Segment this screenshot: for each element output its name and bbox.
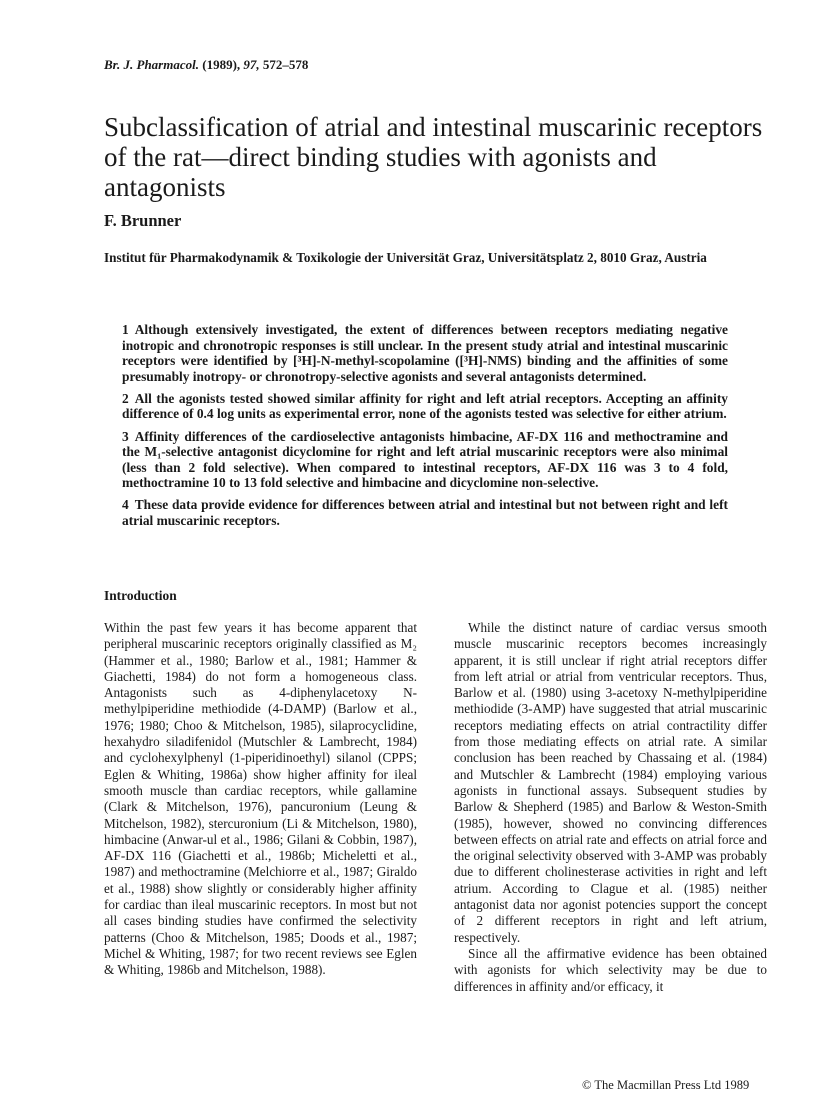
journal-name: Br. J. Pharmacol. [104, 57, 199, 72]
abstract-item: 1 Although extensively investigated, the extent of differences between receptors mediating negative inotropic and chronotropic responses is still unclear. In the present study atrial and intestinal muscarinic receptors were identified by [³H]-N-methyl-scopolamine ([³H]-NMS) binding and the affinities of some presumably inotropy- or chronotropy-selective agonists and several antagonists determined. [122, 322, 728, 384]
journal-volume: 97, [243, 57, 260, 72]
body-paragraph: While the distinct nature of cardiac versus smooth muscle muscarinic receptors becomes increasingly apparent, it is still unclear if right atrial receptors differ from left atrial or atrial from ventricular receptors. Thus, Barlow et al. (1980) using 3-acetoxy N-methylpiperidine methiodide (3-AMP) have suggested that atrial muscarinic receptors mediating effects on atrial contractility differ from those mediating effects on atrial rate. A similar conclusion has been reached by Chassaing et al. (1984) and Mutschler & Lambrecht (1984) employing various agonists in functional assays. Subsequent studies by Barlow & Shepherd (1985) and Barlow & Weston-Smith (1985), however, showed no convincing differences between effects on atrial rate and effects on atrial force and the original selectivity observed with 3-AMP was probably due to different cholinesterase activities in right and left atrium. According to Clague et al. (1985) neither antagonist data nor agonist potencies support the concept of 2 different receptors in right and left atrium, respectively. [454, 620, 767, 945]
author-name: F. Brunner [104, 211, 182, 230]
body-paragraph: Within the past few years it has become apparent that peripheral muscarinic receptors originally classified as M₂ (Hammer et al., 1980; Barlow et al., 1981; Hammer & Giachetti, 1984) do not form a homogeneous class. Antagonists such as 4-diphenylacetoxy N-methylpiperidine methiodide (4-DAMP) (Barlow et al., 1976; 1980; Choo & Mitchelson, 1985), silaprocyclidine, hexahydro siladifenidol (Mutschler & Lambrecht, 1984) and cyclohexylphenyl (1-piperidinoethyl) silanol (CPPS; Eglen & Whiting, 1986a) show higher affinity for ileal smooth muscle than cardiac receptors, while gallamine (Clark & Mitchelson, 1976), pancuronium (Leung & Mitchelson, 1982), stercuronium (Li & Mitchelson, 1980), himbacine (Anwar-ul et al., 1986; Gilani & Cobbin, 1987), AF-DX 116 (Giachetti et al., 1986b; Micheletti et al., 1987) and methoctramine (Melchiorre et al., 1987; Giraldo et al., 1988) show slightly or considerably higher affinity for cardiac than ileal muscarinic receptors. In most but not all cases binding studies have confirmed the selectivity patterns (Choo & Mitchelson, 1985; Doods et al., 1987; Michel & Whiting, 1987; for two recent reviews see Eglen & Whiting, 1986b and Mitchelson, 1988). [104, 620, 417, 978]
journal-year: (1989), [202, 57, 241, 72]
body-column-right [454, 620, 767, 995]
abstract-item: 2 All the agonists tested showed similar affinity for right and left atrial receptors. Accepting an affinity difference of 0.4 log units as experimental error, none of the agonists tested was selective for either atrium. [122, 390, 728, 422]
abstract-item: 4 These data provide evidence for differences between atrial and intestinal but not between right and left atrial muscarinic receptors. [122, 497, 728, 529]
abstract [122, 322, 728, 535]
body-column-left [104, 620, 417, 979]
body-paragraph: Since all the affirmative evidence has been obtained with agonists for which selectivity may be due to differences in affinity and/or efficacy, it [454, 945, 767, 994]
section-heading-introduction: Introduction [104, 588, 177, 603]
journal-citation [104, 57, 308, 73]
author-affiliation: Institut für Pharmakodynamik & Toxikologie der Universität Graz, Universitätsplatz 2, 8010 Graz, Austria [104, 250, 707, 265]
journal-pages: 572–578 [262, 57, 309, 72]
abstract-item: 3 Affinity differences of the cardioselective antagonists himbacine, AF-DX 116 and methoctramine and the M₁-selective antagonist dicyclomine for right and left atrial muscarinic receptors were also minimal (less than 2 fold selective). When compared to intestinal receptors, AF-DX 116 was 3 to 4 fold, methoctramine 10 to 13 fold selective and himbacine and dicyclomine non-selective. [122, 428, 728, 491]
article-title: Subclassification of atrial and intestinal muscarinic receptors of the rat—direct binding studies with agonists and antagonists [104, 112, 763, 202]
copyright-notice: © The Macmillan Press Ltd 1989 [582, 1078, 750, 1092]
